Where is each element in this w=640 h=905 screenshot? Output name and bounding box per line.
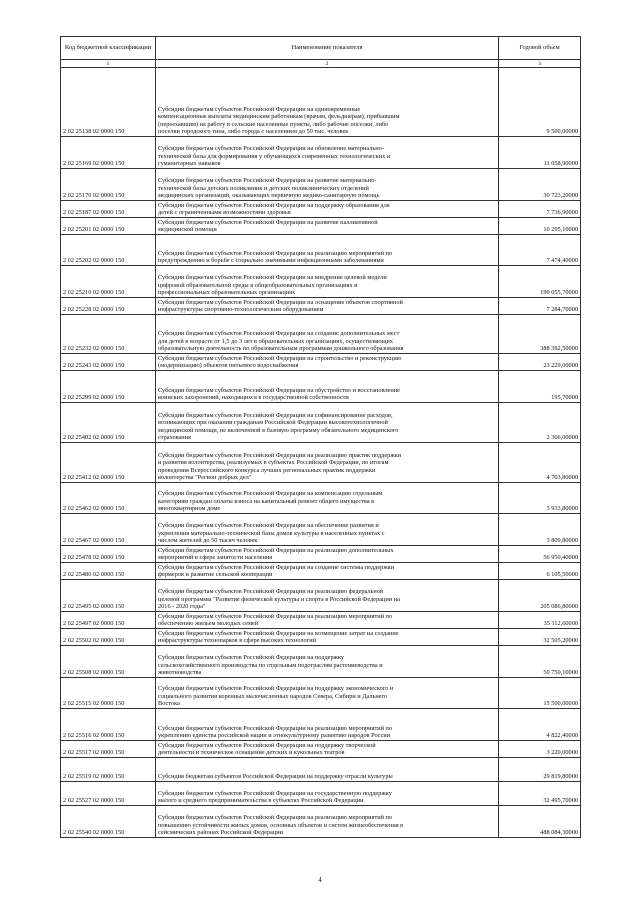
indicator-name-line: детей с ограниченными возможностями здоровья [158,209,291,217]
header-volume-column: Годовой объем [499,37,581,60]
indicator-name-line: возникающих при оказании гражданам Российской Федерации высокотехнологичной [158,419,388,427]
budget-code-cell: 2 02 25299 02 0000 150 [61,371,156,403]
indicator-name-line: сельскохозяйственного производства по отдельным подотраслям растениеводства и [158,661,383,669]
indicator-name-line: Субсидии бюджетам субъектов Российской Федерации на поддержку [158,654,345,662]
annual-volume-cell: 30 723,20000 [499,169,581,201]
indicator-name-line: категориям граждан оплаты взноса на капитальный ремонт общего имущества в [158,497,375,505]
table-row [61,741,581,758]
indicator-name-line: целевой программы "Развитие физической культуры и спорта в Российской Федерации на [158,595,400,603]
indicator-name-cell [156,758,499,782]
annual-volume-cell: 3 220,00000 [499,741,581,758]
annual-volume-cell: 3 809,80000 [499,514,581,546]
indicator-name-line: Субсидия бюджетам субъектов Российской Федерации на поддержку отрасли культуры [158,773,393,781]
indicator-name-line: Субсидии бюджетам субъектов Российской Федерации на оснащение объектов спортивной [158,298,403,306]
annual-volume-cell: 32 505,20000 [499,629,581,646]
table-row [61,169,581,201]
indicator-name-line: Субсидии бюджетам субъектов Российской Федерации на развитие паллиативной [158,218,378,226]
indicator-name-line: гуманитарных навыков [158,160,221,168]
indicator-name-line: Субсидии бюджетам субъектов Российской Федерации на реализацию практик поддержки [158,451,402,459]
indicator-name-line: медицинской помощи, не включенной в базовую программу обязательного медицинского [158,426,399,434]
indicator-name-cell [156,169,499,201]
indicator-name-cell [156,68,499,137]
indicator-name-line: образовательную деятельность по образовательным программам дошкольного образования [158,345,404,353]
page-number: 4 [318,876,322,884]
indicator-name-line: Субсидии бюджетам субъектов Российской Федерации на поддержку экономического и [158,685,394,693]
budget-code-cell: 2 02 25232 02 0000 150 [61,315,156,354]
annual-volume-cell: 488 084,30000 [499,806,581,838]
budget-code-cell: 2 02 25402 02 0000 150 [61,403,156,443]
indicator-name-cell [156,371,499,403]
annual-volume-cell: 7 284,70000 [499,298,581,315]
indicator-name-cell [156,218,499,235]
table-row [61,298,581,315]
indicator-name-line: Востока [158,700,180,708]
indicator-name-line: Субсидии бюджетам субъектов Российской Федерации на реализацию мероприятий по [158,249,393,257]
budget-code-cell: 2 02 25495 02 0000 150 [61,580,156,612]
header-name-column: Наименование показателя [156,37,499,60]
column-number-3: 3 [499,60,581,68]
table-row [61,68,581,137]
annual-volume-cell: 7 736,90000 [499,201,581,218]
budget-code-cell: 2 02 25187 02 0000 150 [61,201,156,218]
indicator-name-line: и развития волонтерства, реализуемых в субъектах Российской Федерации, по итогам [158,459,389,467]
budget-code-cell: 2 02 25497 02 0000 150 [61,612,156,629]
indicator-name-line: Субсидии бюджетам субъектов Российской Федерации на обновление материально- [158,145,384,153]
indicator-name-line: Субсидии бюджетам субъектов Российской Федерации на софинансирование расходов, [158,411,393,419]
indicator-name-line: обеспечению жильем молодых семей [158,620,259,628]
indicator-name-line: предупреждению и борьбе с социально значимыми инфекционными заболеваниями [158,257,384,265]
table-row [61,514,581,546]
table-row [61,483,581,514]
indicator-name-cell [156,235,499,266]
table-row [61,371,581,403]
budget-code-cell: 2 02 25480 02 0000 150 [61,563,156,580]
budget-code-cell: 2 02 25540 02 0000 150 [61,806,156,838]
budget-code-cell: 2 02 25478 02 0000 150 [61,546,156,563]
indicator-name-line: Субсидии бюджетам субъектов Российской Федерации на реализацию мероприятий по [158,724,393,732]
table-row [61,563,581,580]
indicator-name-line: деятельности и техническое оснащение детских и кукольных театров [158,749,345,757]
indicator-name-cell [156,629,499,646]
indicator-name-line: Субсидии бюджетам субъектов Российской Федерации на государственную поддержку [158,789,392,797]
indicator-name-line [158,379,496,387]
indicator-name-line: социального развития коренных малочисленных народов Севера, Сибири и Дальнего [158,692,388,700]
table-row [61,201,581,218]
table-row [61,137,581,169]
table-row [61,235,581,266]
annual-volume-cell: 7 474,40000 [499,235,581,266]
indicator-name-line: Субсидии бюджетам субъектов Российской Федерации на строительство и реконструкцию [158,354,402,362]
indicator-name-line: воинских захоронений, находящихся в государственной собственности [158,394,349,402]
table-row [61,629,581,646]
indicator-name-line: (переехавшим) на работу в сельские населенные пункты, либо рабочие поселки, либо [158,120,389,128]
annual-volume-cell: 4 703,80000 [499,443,581,483]
indicator-name-line: волонтерства "Регион добрых дел" [158,474,252,482]
indicator-name-line: Субсидии бюджетам субъектов Российской Федерации на единовременные [158,105,361,113]
indicator-name-line: повышению устойчивости жилых домов, основных объектов и систем жизнеобеспечения в [158,821,404,829]
budget-code-cell: 2 02 25243 02 0000 150 [61,354,156,371]
indicator-name-cell [156,483,499,514]
budget-code-cell: 2 02 25210 02 0000 150 [61,266,156,298]
indicator-name-line: мероприятий в сфере занятости населения [158,554,273,562]
indicator-name-line: поселки городского типа, либо города с населением до 50 тыс. человек [158,128,349,136]
indicator-name-cell [156,806,499,838]
table-row [61,315,581,354]
annual-volume-cell: 11 058,90000 [499,137,581,169]
indicator-name-cell [156,315,499,354]
indicator-name-line: укреплению единства российской нации и этнокультурному развитию народов России [158,732,391,740]
budget-code-cell: 2 02 25467 02 0000 150 [61,514,156,546]
indicator-name-cell [156,354,499,371]
annual-volume-cell: 2 366,00000 [499,403,581,443]
indicator-name-line: Субсидии бюджетам субъектов Российской Федерации на компенсацию отдельным [158,490,383,498]
budget-table [60,36,581,838]
indicator-name-line: животноводства [158,669,202,677]
indicator-name-line: Субсидии бюджетам субъектов Российской Федерации на поддержку творческой [158,741,376,749]
column-number-2: 2 [156,60,499,68]
indicator-name-cell [156,403,499,443]
table-row [61,354,581,371]
table-row [61,646,581,678]
table-row [61,443,581,483]
annual-volume-cell: 56 950,40000 [499,546,581,563]
budget-code-cell: 2 02 25201 02 0000 150 [61,218,156,235]
indicator-name-line: Субсидии бюджетам субъектов Российской Федерации на возмещение затрат на создание [158,629,399,637]
budget-code-cell: 2 02 25517 02 0000 150 [61,741,156,758]
annual-volume-cell: 4 822,40000 [499,709,581,741]
table-row [61,782,581,806]
indicator-name-cell [156,612,499,629]
indicator-name-cell [156,546,499,563]
indicator-name-cell [156,563,499,580]
indicator-name-line: Субсидии бюджетам субъектов Российской Федерации на реализацию федеральной [158,588,384,596]
budget-code-cell: 2 02 25169 02 0000 150 [61,137,156,169]
indicator-name-line: малого и среднего предпринимательства в субъектах Российской Федерации [158,797,364,805]
indicator-name-line [158,242,496,250]
header-code-column: Код бюджетной классификации [61,37,156,60]
indicator-name-cell [156,266,499,298]
indicator-name-cell [156,709,499,741]
indicator-name-line: сейсмических районах Российской Федерации [158,829,283,837]
column-number-1: 1 [61,60,156,68]
indicator-name-line: медицинских организаций, оказывающих первичную медико-санитарную помощь [158,192,380,200]
indicator-name-cell [156,443,499,483]
indicator-name-cell [156,678,499,709]
column-number-row [61,60,581,68]
annual-volume-cell: 15 500,00000 [499,678,581,709]
annual-volume-cell: 388 392,50000 [499,315,581,354]
indicator-name-line: Субсидии бюджетам субъектов Российской Федерации на реализацию мероприятий по [158,612,393,620]
budget-code-cell: 2 02 25138 02 0000 150 [61,68,156,137]
budget-code-cell: 2 02 25462 02 0000 150 [61,483,156,514]
indicator-name-cell [156,137,499,169]
indicator-name-line: технической базы для формирования у обучающихся современных технологических и [158,152,391,160]
indicator-name-line: страхования [158,434,191,442]
budget-code-cell: 2 02 25412 02 0000 150 [61,443,156,483]
indicator-name-line [158,782,496,790]
indicator-name-cell [156,298,499,315]
indicator-name-line: фермеров и развитие сельской кооперации [158,571,273,579]
indicator-name-line: Субсидии бюджетам субъектов Российской Федерации на реализацию дополнительных [158,546,394,554]
table-row [61,266,581,298]
table-header-row [61,37,581,60]
indicator-name-line: Субсидии бюджетам субъектов Российской Федерации на обустройство и восстановление [158,386,400,394]
indicator-name-line [158,717,496,725]
annual-volume-cell: 195,70000 [499,371,581,403]
table-row [61,546,581,563]
budget-code-cell: 2 02 25508 02 0000 150 [61,646,156,678]
indicator-name-line: 2016 - 2020 годы" [158,603,206,611]
annual-volume-cell: 205 086,80000 [499,580,581,612]
indicator-name-line: компенсационные выплаты медицинским работникам (врачам, фельдшерам), прибывшим [158,113,400,121]
indicator-name-line [158,98,496,106]
budget-code-cell: 2 02 25502 02 0000 150 [61,629,156,646]
indicator-name-line: числом жителей до 50 тысяч человек [158,537,258,545]
budget-code-cell: 2 02 25170 02 0000 150 [61,169,156,201]
annual-volume-cell: 10 295,10000 [499,218,581,235]
indicator-name-line: инфраструктуры технопарков в сфере высоких технологий [158,637,316,645]
indicator-name-line: Субсидии бюджетам субъектов Российской Федерации на реализацию мероприятий по [158,814,393,822]
indicator-name-line: Субсидии бюджетам субъектов Российской Федерации на внедрение целевой модели [158,274,387,282]
table-row [61,580,581,612]
indicator-name-line [158,323,496,331]
indicator-name-cell [156,741,499,758]
annual-volume-cell: 199 055,70000 [499,266,581,298]
indicator-name-cell [156,514,499,546]
indicator-name-cell [156,201,499,218]
table-row [61,806,581,838]
indicator-name-line: укрепления материально-технической базы домов культуры в населенных пунктах с [158,529,385,537]
table-row [61,403,581,443]
budget-code-cell: 2 02 25228 02 0000 150 [61,298,156,315]
budget-code-cell: 2 02 25515 02 0000 150 [61,678,156,709]
indicator-name-line: многоквартирном доме [158,505,221,513]
indicator-name-cell [156,646,499,678]
annual-volume-cell: 6 105,50000 [499,563,581,580]
indicator-name-line: инфраструктуры спортивно-технологическим оборудованием [158,306,324,314]
annual-volume-cell: 50 750,10000 [499,646,581,678]
indicator-name-line: технической базы детских поликлиник и детских поликлинических отделений [158,184,369,192]
table-row [61,758,581,782]
indicator-name-line: Субсидии бюджетам субъектов Российской Федерации на обеспечение развития и [158,522,379,530]
indicator-name-line: цифровой образовательной среды в общеобразовательных организациях и [158,281,358,289]
table-row [61,218,581,235]
annual-volume-cell: 35 112,60000 [499,612,581,629]
budget-code-cell: 2 02 25516 02 0000 150 [61,709,156,741]
indicator-name-line: для детей в возрасте от 1,5 до 3 лет в образовательных организациях, осуществляющих [158,337,394,345]
table-row [61,612,581,629]
indicator-name-line: профессиональных образовательных организациях [158,289,296,297]
indicator-name-line: проведения Всероссийского конкурса лучших региональных практик поддержки [158,466,376,474]
indicator-name-cell [156,580,499,612]
budget-code-cell: 2 02 25527 02 0000 150 [61,782,156,806]
indicator-name-line: Субсидии бюджетам субъектов Российской Федерации на поддержку образования для [158,201,390,209]
indicator-name-line: (модернизацию) объектов питьевого водоснабжения [158,362,299,370]
indicator-name-line: Субсидии бюджетам субъектов Российской Федерации на создание системы поддержки [158,563,395,571]
indicator-name-line: Субсидии бюджетам субъектов Российской Федерации на создание дополнительных мест [158,330,400,338]
table-row [61,709,581,741]
indicator-name-line: Субсидии бюджетам субъектов Российской Федерации на развитие материально- [158,177,377,185]
annual-volume-cell: 32 495,70000 [499,782,581,806]
annual-volume-cell: 23 229,00000 [499,354,581,371]
annual-volume-cell: 3 933,80000 [499,483,581,514]
annual-volume-cell: 29 819,80000 [499,758,581,782]
annual-volume-cell: 9 500,00000 [499,68,581,137]
indicator-name-line: медицинской помощи [158,226,217,234]
table-row [61,678,581,709]
budget-code-cell: 2 02 25519 02 0000 150 [61,758,156,782]
indicator-name-cell [156,782,499,806]
budget-code-cell: 2 02 25202 02 0000 150 [61,235,156,266]
